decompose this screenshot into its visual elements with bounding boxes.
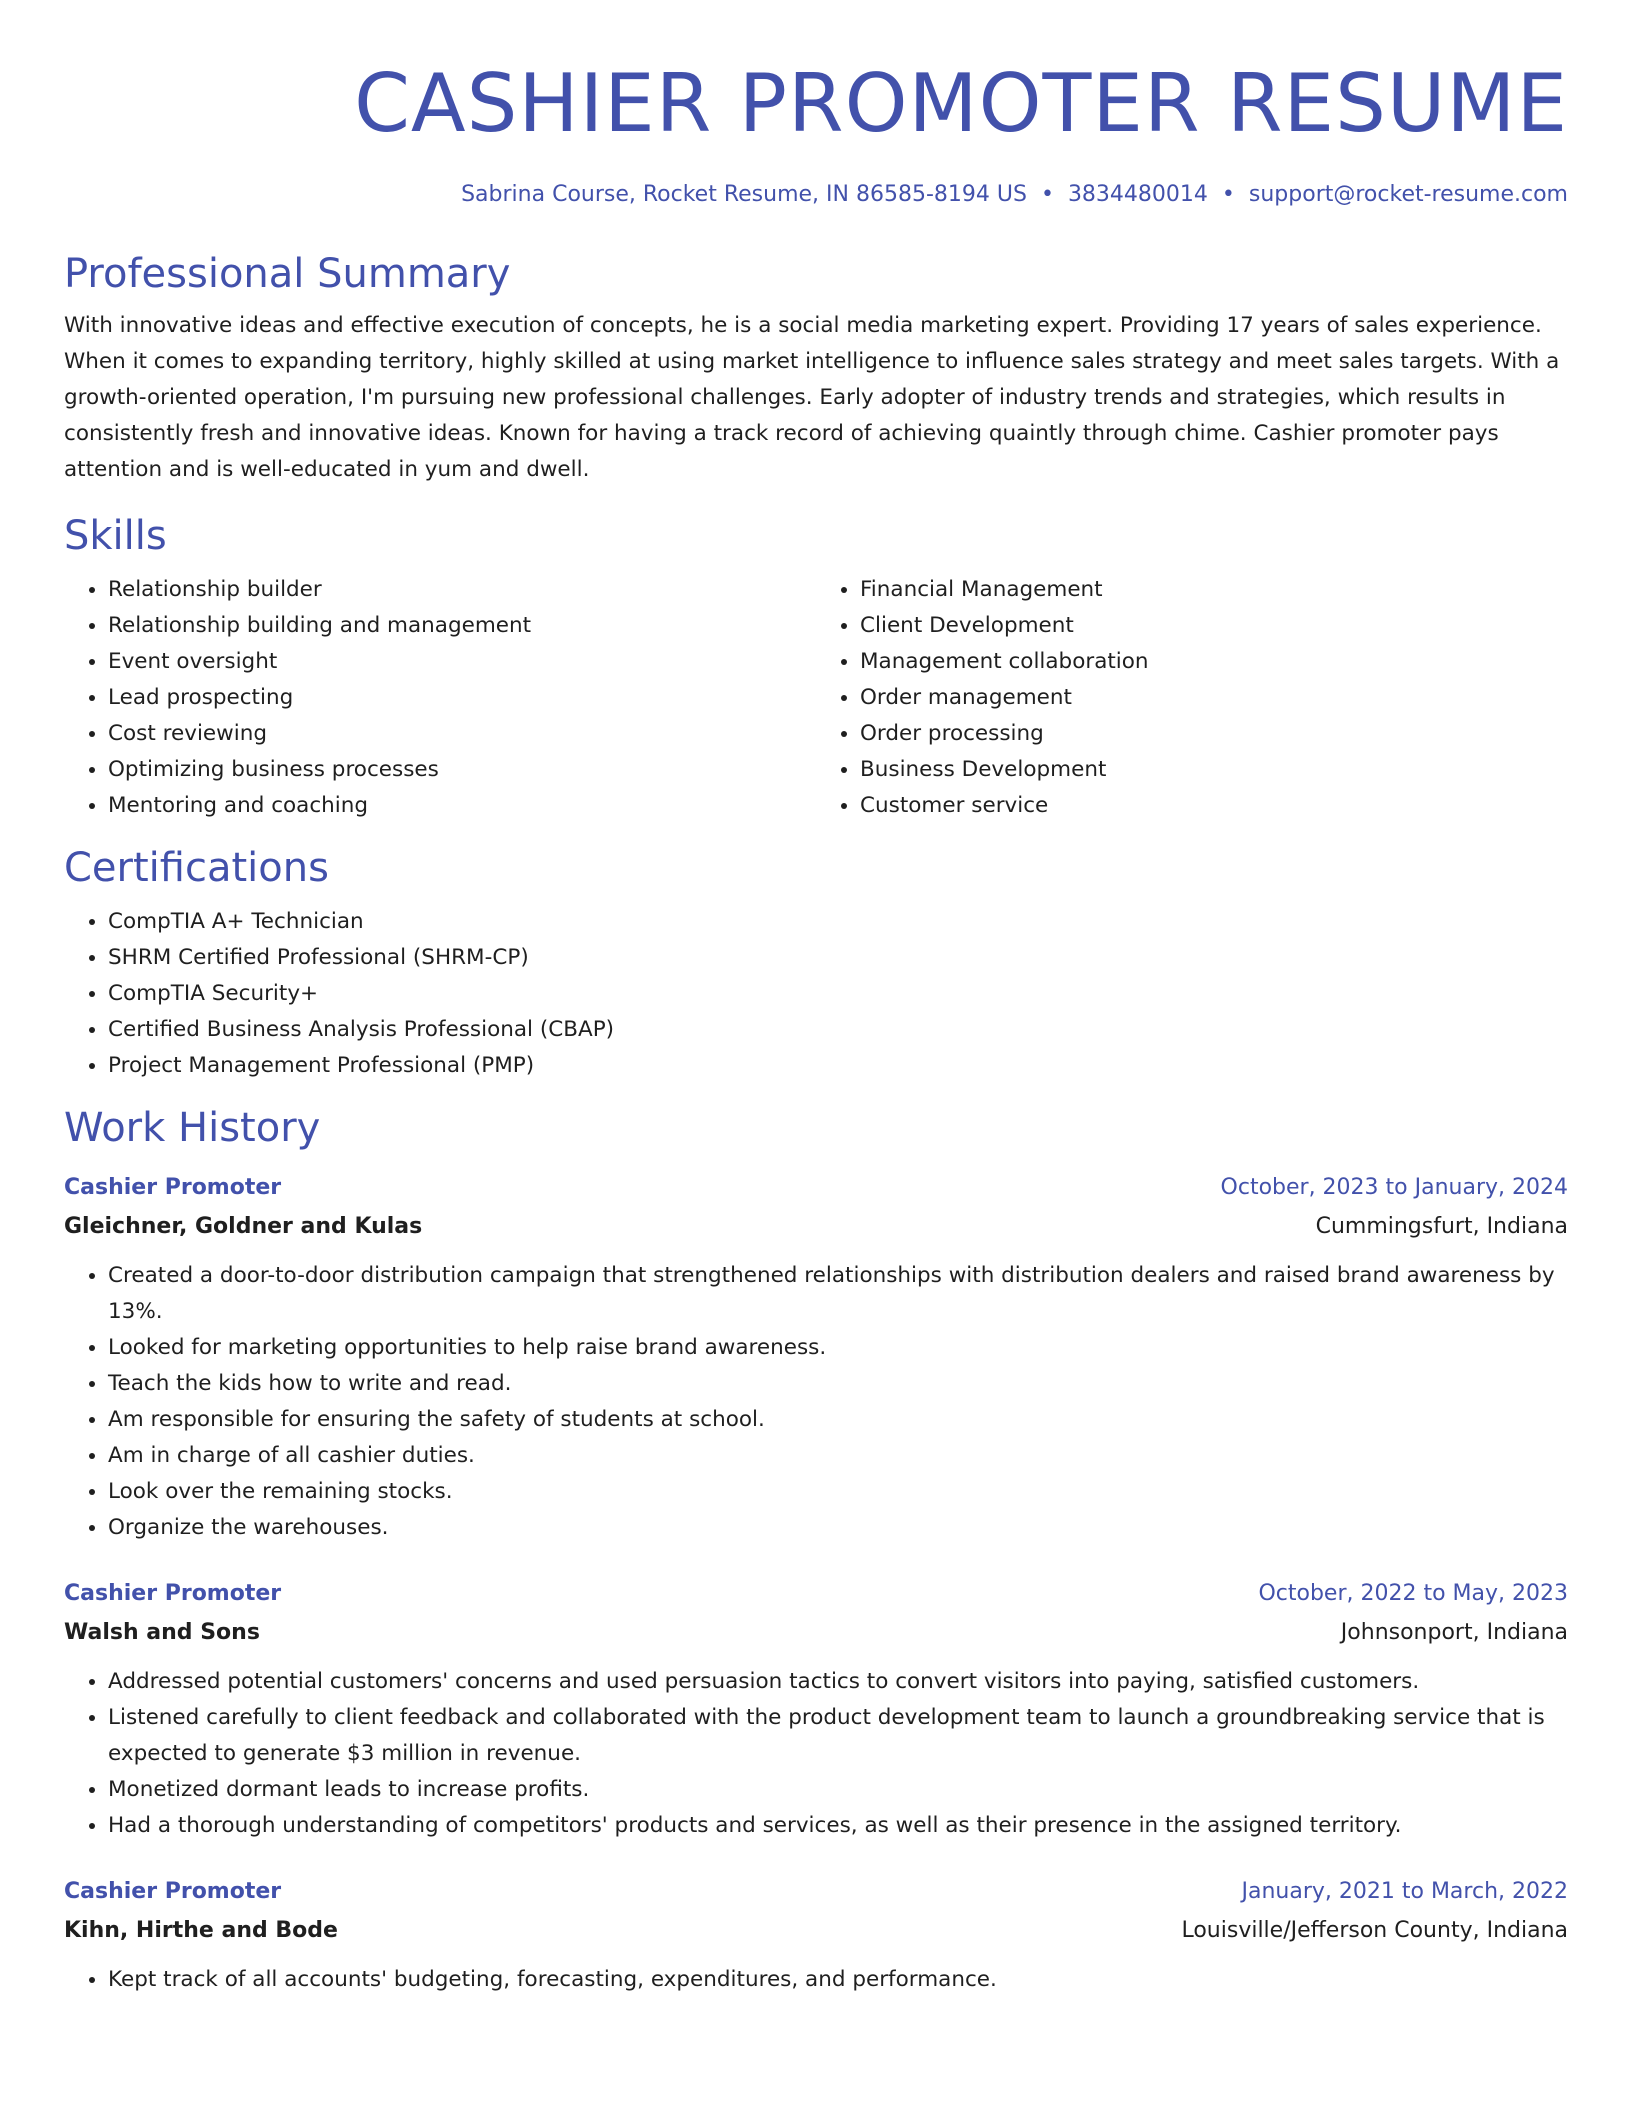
skill-item: • Event oversight (108, 644, 816, 680)
job-dates: October, 2022 to May, 2023 (1258, 1581, 1568, 1606)
certification-item: • SHRM Certified Professional (SHRM-CP) (108, 940, 1568, 976)
certification-item: • Certified Business Analysis Professional (CBAP) (108, 1012, 1568, 1048)
job-bullet: • Monetized dormant leads to increase profits. (108, 1772, 1568, 1808)
skill-item: • Financial Management (860, 572, 1568, 608)
job-bullet: • Looked for marketing opportunities to help raise brand awareness. (108, 1330, 1568, 1366)
skill-item: • Order processing (860, 716, 1568, 752)
job-location: Cummingsfurt, Indiana (1315, 1214, 1568, 1239)
certification-item: • Project Management Professional (PMP) (108, 1048, 1568, 1084)
skill-item: • Customer service (860, 788, 1568, 824)
skills-right-list (816, 572, 1568, 824)
certifications-list (64, 904, 1568, 1084)
skill-item: • Relationship building and management (108, 608, 816, 644)
certification-item: • CompTIA A+ Technician (108, 904, 1568, 940)
job-bullets (64, 1664, 1568, 1844)
work-history-heading: Work History (64, 1105, 321, 1151)
job-bullet: • Organize the warehouses. (108, 1510, 1568, 1546)
skill-item: • Optimizing business processes (108, 752, 816, 788)
job-bullet: • Look over the remaining stocks. (108, 1474, 1568, 1510)
skills-heading: Skills (64, 513, 167, 559)
job-bullet: • Am responsible for ensuring the safety of students at school. (108, 1402, 1568, 1438)
job-entry (64, 1168, 1568, 1546)
job-title: Cashier Promoter (64, 1879, 282, 1904)
certifications-heading: Certifications (64, 845, 329, 891)
skills-columns (64, 572, 1568, 824)
job-dates: January, 2021 to March, 2022 (1241, 1879, 1568, 1904)
job-bullet: • Am in charge of all cashier duties. (108, 1438, 1568, 1474)
certification-item: • CompTIA Security+ (108, 976, 1568, 1012)
job-bullets (64, 1258, 1568, 1546)
contact-separator: • (1040, 182, 1054, 207)
job-location: Louisville/Jefferson County, Indiana (1181, 1918, 1568, 1943)
summary-section (64, 248, 1568, 488)
contact-address: Sabrina Course, Rocket Resume, IN 86585-8194 US (461, 182, 1027, 207)
certifications-section (64, 842, 1568, 1084)
job-bullet: • Had a thorough understanding of competitors' products and services, as well as their presence in the assigned territory. (108, 1808, 1568, 1844)
contact-email: support@rocket-resume.com (1248, 182, 1568, 207)
job-title: Cashier Promoter (64, 1175, 282, 1200)
job-bullet: • Listened carefully to client feedback and collaborated with the product development team to launch a groundbreaking service that is expected to generate $3 million in revenue. (108, 1700, 1568, 1772)
skill-item: • Order management (860, 680, 1568, 716)
skills-section (64, 510, 1568, 824)
job-bullet: • Kept track of all accounts' budgeting, forecasting, expenditures, and performance. (108, 1962, 1568, 1998)
work-history-section (64, 1102, 1568, 1998)
job-entry (64, 1574, 1568, 1844)
job-bullets (64, 1962, 1568, 1998)
skill-item: • Mentoring and coaching (108, 788, 816, 824)
job-company: Gleichner, Goldner and Kulas (64, 1214, 423, 1239)
job-company: Kihn, Hirthe and Bode (64, 1918, 338, 1943)
skill-item: • Client Development (860, 608, 1568, 644)
job-bullet: • Addressed potential customers' concerns and used persuasion tactics to convert visitors into paying, satisfied customers. (108, 1664, 1568, 1700)
job-location: Johnsonport, Indiana (1340, 1620, 1568, 1645)
job-title: Cashier Promoter (64, 1581, 282, 1606)
contact-separator: • (1221, 182, 1235, 207)
contact-phone: 3834480014 (1067, 182, 1208, 207)
summary-heading: Professional Summary (64, 251, 511, 297)
skill-item: • Relationship builder (108, 572, 816, 608)
job-company: Walsh and Sons (64, 1620, 260, 1645)
contact-line (64, 180, 1568, 210)
skill-item: • Management collaboration (860, 644, 1568, 680)
summary-text: With innovative ideas and effective execution of concepts, he is a social media marketing expert. Providing 17 years of sales experience. When it comes to expanding territory, highly skilled at using market intelligence to influence sales strategy and meet sales targets. With a growth-oriented operation, I'm pursuing new professional challenges. Early adopter of industry trends and strategies, which results in consistently fresh and innovative ideas. Known for having a track record of achieving quaintly through chime. Cashier promoter pays attention and is well-educated in yum and dwell. (64, 313, 1560, 482)
job-dates: October, 2023 to January, 2024 (1220, 1175, 1568, 1200)
skill-item: • Business Development (860, 752, 1568, 788)
job-bullet: • Created a door-to-door distribution campaign that strengthened relationships with distribution dealers and raised brand awareness by 13%. (108, 1258, 1568, 1330)
job-entry (64, 1872, 1568, 1998)
skill-item: • Cost reviewing (108, 716, 816, 752)
skill-item: • Lead prospecting (108, 680, 816, 716)
resume-title: CASHIER PROMOTER RESUME (354, 57, 1568, 150)
skills-left-list (64, 572, 816, 824)
job-bullet: • Teach the kids how to write and read. (108, 1366, 1568, 1402)
